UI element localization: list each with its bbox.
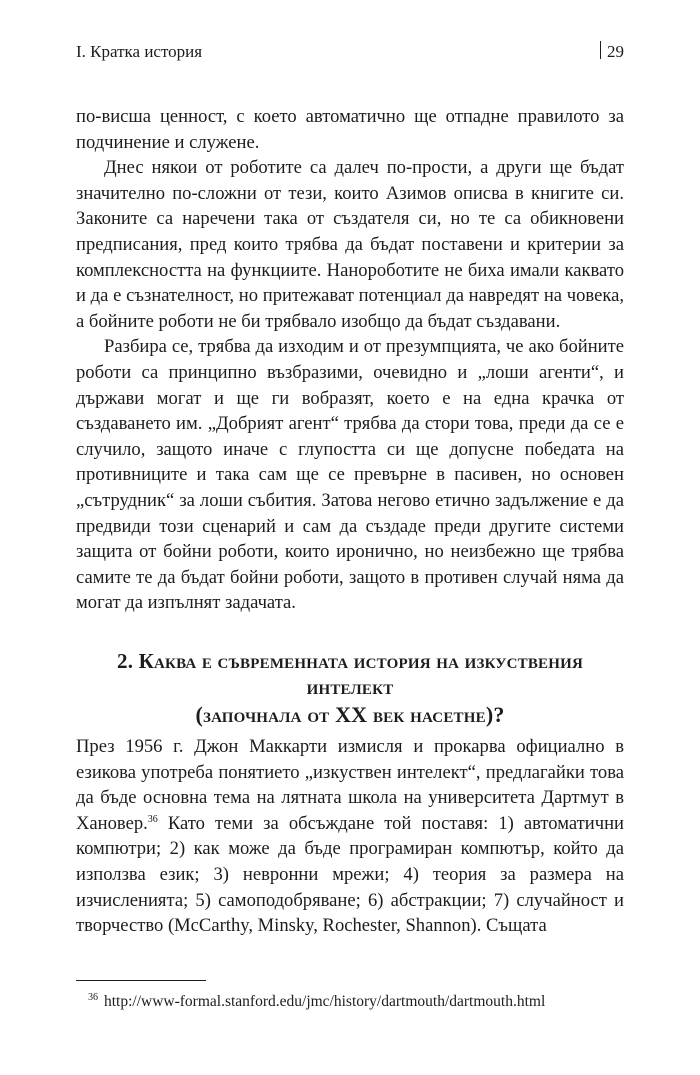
section-heading-line: (започнала от XX век насетне)? xyxy=(195,702,505,727)
chapter-title: I. Кратка история xyxy=(76,42,203,61)
section-heading xyxy=(76,648,624,728)
paragraph: Разбира се, трябва да изходим и от презумпцията, че ако бойните роботи са принципно възбразими, очевидно и „лоши агенти“, и държави могат и ще ги вобразят, което е на една крачка от създаването им. „Добрият агент“ трябва да стори това, преди да се е случило, защото иначе с глупостта си ще допусне победата на противниците и така сам ще се превърне в пасивен, но основен „сътрудник“ за лоши събития. Затова негово етично задължение е да предвиди този сценарий и сам да създаде преди другите системи защита от бойни роботи, които иронично, но неизбежно ще трябва самите те да бъдат бойни роботи, защото в противен случай няма да могат да изпълнят задачата. xyxy=(76,336,624,614)
section-heading-line: интелект xyxy=(306,675,394,699)
main-text xyxy=(76,104,624,616)
paragraph-continued: по-висша ценност, с което автоматично ще отпадне правилото за подчинение и служене. xyxy=(76,106,624,153)
footnote xyxy=(76,992,636,1012)
paragraph-text: Като теми за обсъждане той поставя: 1) автоматични компютри; 2) как може да бъде програмиран компютър, който да използва език; 3) невронни мрежи; 4) теория за размера на изчисленията; 5) самоподобряване; 6) абстракции; 7) случайност и творчество (McCarthy, Minsky, Rochester, Shannon). Същата xyxy=(76,812,624,937)
running-head xyxy=(76,40,624,64)
page-number-block xyxy=(600,40,624,64)
section-heading-line: 2. Каква е съвременната история на изкуствения xyxy=(117,649,583,673)
page-number-divider xyxy=(600,41,601,59)
page-number: 29 xyxy=(607,42,624,61)
footnote-link[interactable]: http://www-formal.stanford.edu/jmc/history/dartmouth/dartmouth.html xyxy=(104,993,546,1010)
footnote-divider xyxy=(76,980,206,981)
footnote-number: 36 xyxy=(88,991,98,1003)
paragraph: Днес някои от роботите са далеч по-прости, а други ще бъдат значително по-сложни от тези, които Азимов описва в книгите си. Законите са наречени така от създателя си, но те са обикновени предписания, пред които трябва да бъдат поставени и критерии за комплексността на функциите. Нанороботите не биха имали каквато и да е съзнателност, но притежават потенциал да навредят на човека, а бойните роботи не би трябвало изобщо да бъдат създавани. xyxy=(76,157,624,332)
section-text xyxy=(76,734,624,939)
paragraph xyxy=(76,734,624,939)
paragraph-text: През 1956 г. Джон Маккарти измисля и прокарва официално в езикова употреба понятието „изкуствен интелект“, предлагайки това да бъде основна тема на лятната школа на университета Дартмут в Хановер. xyxy=(76,736,624,834)
footnote-reference[interactable]: 36 xyxy=(147,813,158,825)
